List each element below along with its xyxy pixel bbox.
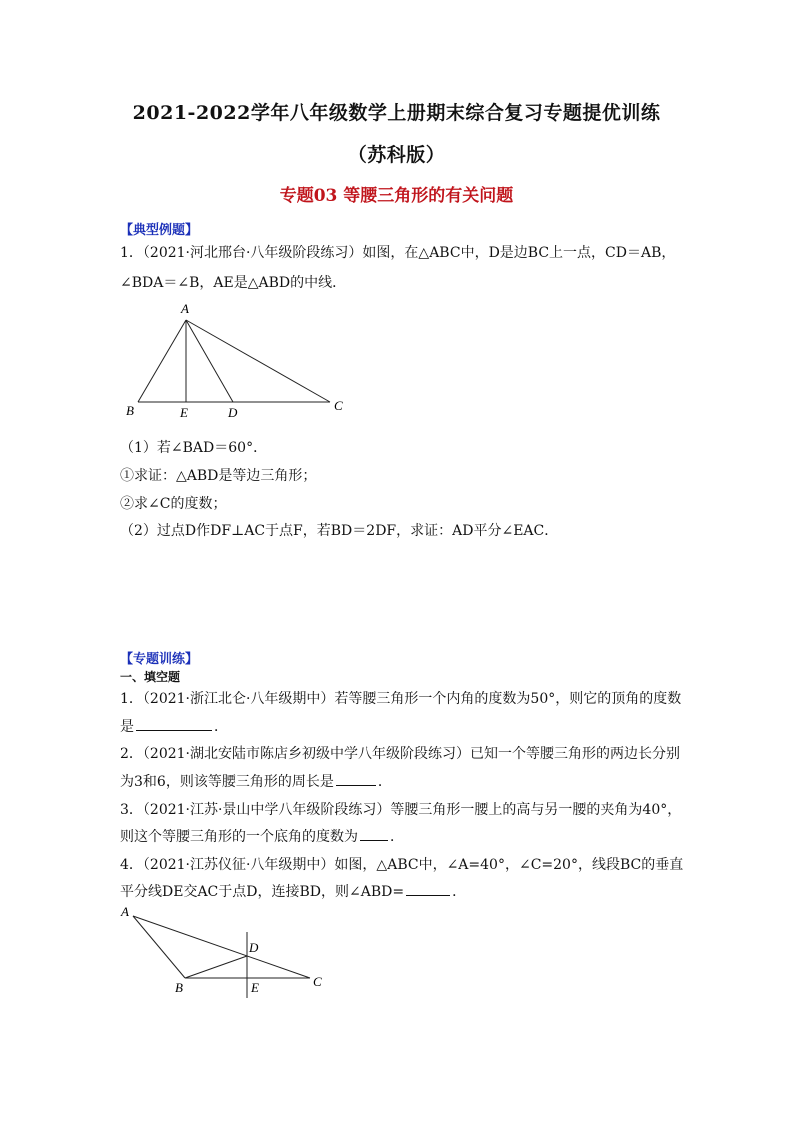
q1-answer-blank[interactable] (136, 716, 212, 731)
label-a: A (181, 301, 189, 316)
q2-prefix: 为3和6，则该等腰三角形的周长是 (120, 774, 334, 790)
training-q1-line1: 1．（2021·浙江北仑·八年级期中）若等腰三角形一个内角的度数为50°，则它的顶角的度数 (120, 691, 682, 707)
label-e: E (251, 980, 259, 995)
q4-figure-triangle (115, 900, 335, 1005)
document-title: 2021-2022学年八年级数学上册期末综合复习专题提优训练 (132, 102, 661, 124)
label-c: C (313, 974, 322, 989)
training-q1-line2 (120, 716, 228, 736)
label-d: D (249, 940, 259, 955)
q3-answer-blank[interactable] (360, 826, 388, 841)
example-q1-line2: ∠BDA＝∠B，AE是△ABD的中线． (120, 275, 347, 291)
fill-blank-heading: 一、填空题 (120, 670, 181, 684)
training-q4-line2 (120, 881, 466, 901)
example-q1-line1: 1．（2021·河北邢台·八年级阶段练习）如图，在△ABC中，D是边BC上一点，CD＝AB， (120, 245, 676, 261)
q4-suffix: ． (452, 884, 467, 900)
q2-suffix: ． (377, 774, 392, 790)
example-part1: （1）若∠BAD＝60°． (120, 440, 268, 456)
q1-suffix: ． (214, 719, 228, 735)
training-q2-line1: 2．（2021·湖北安陆市陈店乡初级中学八年级阶段练习）已知一个等腰三角形的两边长分别 (120, 746, 680, 762)
label-a: A (121, 904, 129, 919)
segment-bd (185, 956, 247, 978)
edition-label: （苏科版） (347, 144, 446, 166)
segment-ac (186, 320, 330, 402)
label-c: C (334, 398, 343, 413)
training-q2-line2 (120, 771, 392, 791)
example-section-label: 【典型例题】 (120, 223, 199, 238)
training-q3-line2 (120, 826, 404, 846)
q1-prefix: 是 (120, 719, 134, 735)
example-part1b: ②求∠C的度数； (120, 496, 227, 512)
example-part1a: ①求证：△ABD是等边三角形； (120, 468, 317, 484)
q2-answer-blank[interactable] (336, 771, 376, 786)
segment-ad (186, 320, 233, 402)
training-q3-line1: 3．（2021·江苏·景山中学八年级阶段练习）等腰三角形一腰上的高与另一腰的夹角为40°， (120, 802, 682, 818)
example-part2: （2）过点D作DF⊥AC于点F，若BD＝2DF，求证：AD平分∠EAC． (120, 523, 559, 539)
q3-prefix: 则这个等腰三角形的一个底角的度数为 (120, 829, 358, 845)
q3-suffix: ． (390, 829, 404, 845)
label-b: B (175, 980, 183, 995)
training-q4-line1: 4．（2021·江苏仪征·八年级期中）如图，△ABC中，∠A=40°，∠C=20°，线段BC的垂直 (120, 857, 684, 873)
q4-prefix: 平分线DE交AC于点D，连接BD，则∠ABD= (120, 884, 405, 900)
label-b: B (126, 403, 134, 418)
example-figure-triangle (118, 298, 348, 423)
topic-title: 专题03 等腰三角形的有关问题 (279, 186, 514, 206)
label-d: D (228, 405, 238, 420)
training-section-label: 【专题训练】 (120, 652, 199, 667)
segment-ab (138, 320, 186, 402)
q4-answer-blank[interactable] (406, 881, 450, 896)
label-e: E (180, 405, 188, 420)
